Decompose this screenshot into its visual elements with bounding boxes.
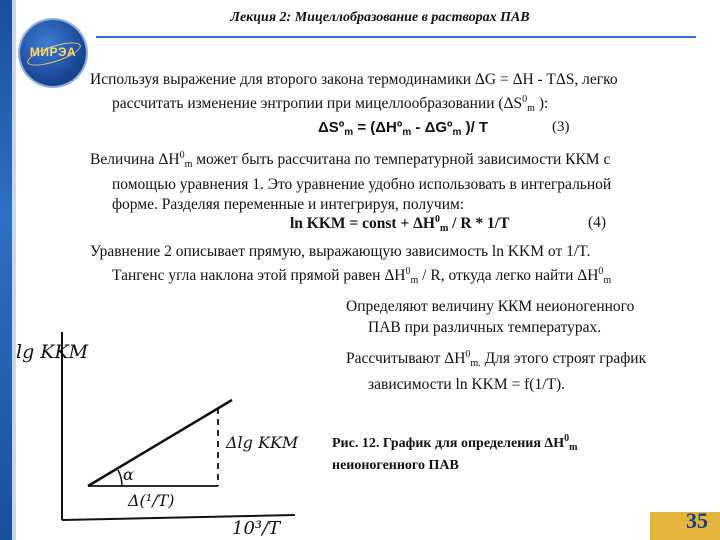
lg-kkm-graph (0, 320, 330, 540)
superscript: 0 (179, 150, 185, 161)
paragraph-1 (90, 70, 710, 119)
angle-arc (118, 470, 122, 486)
note-2-line-2: зависимости ln KKM = f(1/T). (368, 376, 566, 393)
subscript: m (344, 127, 354, 138)
text-span: Рассчитывают ΔH (346, 350, 466, 367)
note-2 (346, 344, 706, 395)
paragraph-2 (90, 146, 710, 215)
subscript: m (527, 103, 535, 114)
trend-line (88, 400, 232, 486)
text-span: Величина ΔH (90, 151, 180, 168)
superscript: 0 (405, 266, 411, 277)
footer-accent-bar (650, 512, 720, 540)
paragraph-1-line-2 (90, 90, 710, 119)
delta-y-label: Δlg KKM (226, 433, 299, 452)
text-span: Рис. 12. График для определения ΔH (332, 436, 565, 451)
superscript: 0 (465, 349, 471, 360)
paragraph-2-line-3: форме. Разделяя переменные и интегрируя, получим: (112, 196, 465, 213)
subscript: m. (470, 358, 481, 369)
header-divider (96, 36, 696, 38)
subscript: m (452, 127, 462, 138)
subscript: m (184, 159, 193, 170)
text-span: может быть рассчитана по температурной зависимости ККМ с (192, 151, 611, 168)
superscript: 0 (564, 433, 570, 444)
equation-3 (318, 119, 488, 138)
note-1-line-2: ПАВ при различных температурах. (368, 319, 602, 336)
page-number: 35 (686, 508, 708, 533)
subscript: m (569, 442, 578, 453)
angle-label: α (123, 465, 134, 484)
subscript: m (402, 127, 412, 138)
delta-x-label: Δ(¹/T) (128, 491, 175, 510)
text-span: )/ T (461, 119, 489, 136)
university-logo (20, 20, 86, 86)
superscript: 0 (598, 266, 604, 277)
logo-text: МИРЭА (29, 45, 77, 59)
equation-4 (290, 214, 509, 234)
text-span: рассчитать изменение энтропии при мицеллообразовании (ΔS (112, 95, 523, 112)
note-1 (346, 296, 706, 338)
paragraph-2-line-2: помощью уравнения 1. Это уравнение удобно использовать в интегральной (112, 176, 612, 193)
text-span: ln KKM = const + ΔH (290, 215, 435, 232)
y-axis-label: lg KKM (16, 341, 89, 363)
paragraph-2-line-1 (90, 146, 710, 175)
paragraph-3-line-2 (90, 262, 710, 291)
slide-title: Лекция 2: Мицеллобразование в растворах ПАВ (230, 10, 530, 25)
superscript: 0 (434, 214, 440, 225)
note-2-line-1 (346, 344, 706, 374)
text-span: ): (534, 95, 549, 112)
text-span: - ΔGº (411, 119, 453, 136)
subscript: m (603, 275, 612, 286)
text-span: = (ΔHº (353, 119, 403, 136)
text-span: / R, откуда легко найти ΔH (418, 267, 599, 284)
text-span: / R * 1/T (448, 215, 510, 232)
subscript: m (439, 223, 449, 234)
paragraph-3-line-1: Уравнение 2 описывает прямую, выражающую зависимость ln KKM от 1/T. (90, 243, 591, 260)
superscript: 0 (522, 94, 528, 105)
caption-line-1 (332, 430, 652, 457)
text-span: Тангенс угла наклона этой прямой равен ΔH (112, 267, 406, 284)
x-axis-label: 10³/T (232, 518, 281, 539)
paragraph-3 (90, 242, 710, 291)
subscript: m (410, 275, 419, 286)
equation-4-number: (4) (588, 214, 607, 231)
text-span: Для этого строят график (480, 350, 647, 367)
note-1-line-1: Определяют величину ККМ неионогенного (346, 298, 635, 315)
figure-caption (332, 430, 652, 475)
paragraph-1-line-1: Используя выражение для второго закона термодинамики ΔG = ΔH - TΔS, легко (90, 71, 618, 88)
caption-line-2: неионогенного ПАВ (332, 458, 459, 473)
equation-3-number: (3) (552, 119, 570, 135)
text-span: ΔSº (318, 119, 345, 136)
